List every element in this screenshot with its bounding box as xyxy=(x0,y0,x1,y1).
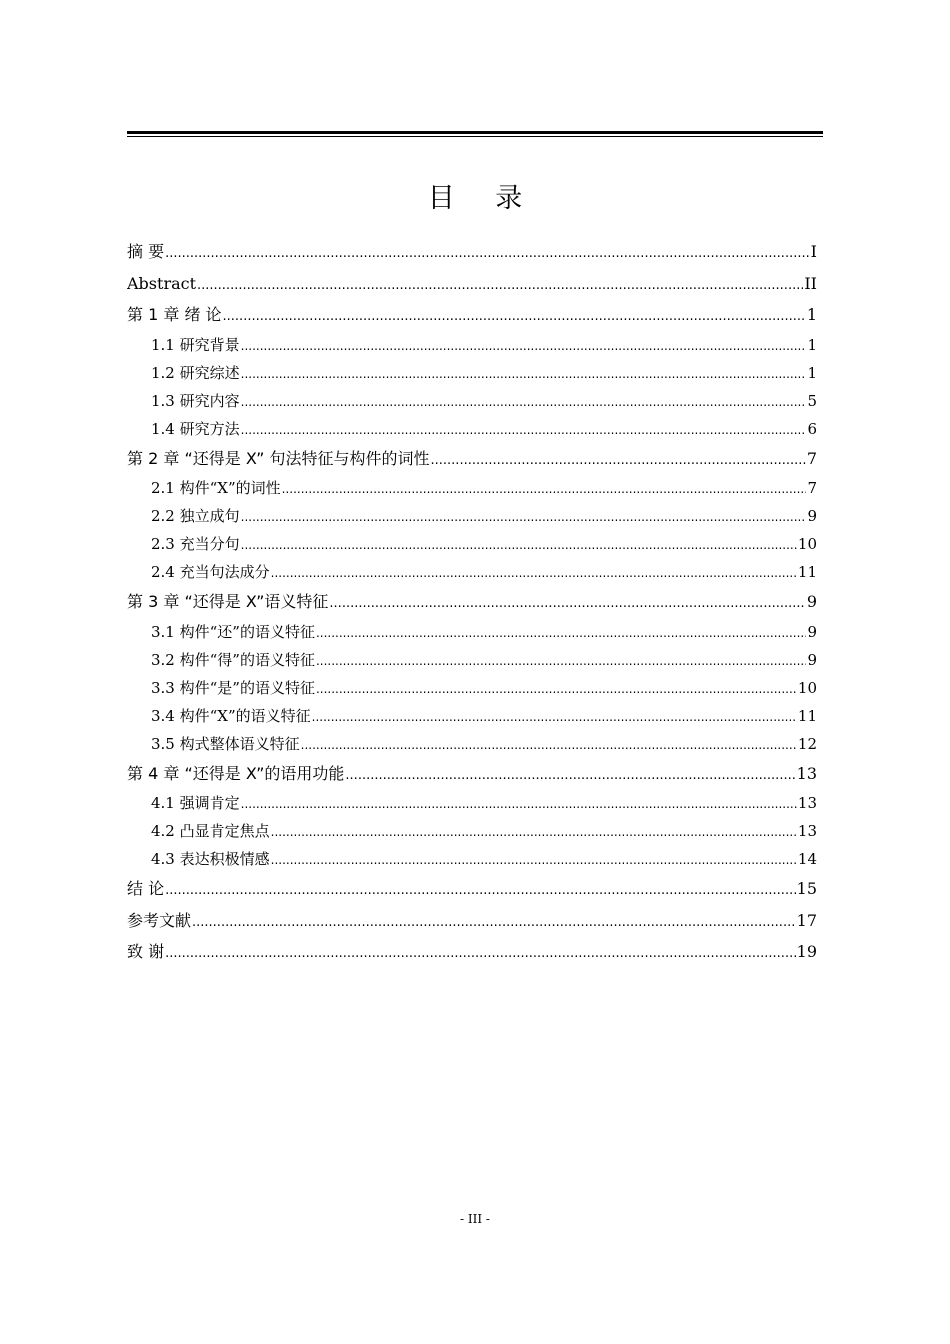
toc-entry-label: 参考文献 xyxy=(127,910,192,930)
toc-entry-label: 结 论 xyxy=(127,879,165,898)
toc-entry-section-3-2[interactable] xyxy=(127,646,817,674)
toc-entry-label: 第 2 章 “还得是 X” 句法特征与构件的词性 xyxy=(127,448,430,468)
header-rule-thin xyxy=(127,136,823,137)
toc-entry-label: 第 1 章 绪 论 xyxy=(127,305,222,324)
toc-entry-section-2-1[interactable] xyxy=(127,474,817,502)
dot-leader xyxy=(431,445,806,475)
toc-entry-label: 4.3 表达积极情感 xyxy=(151,850,270,868)
dot-leader xyxy=(192,907,796,937)
toc-entry-page: 10 xyxy=(797,535,817,553)
toc-title: 目 录 xyxy=(427,183,539,214)
toc-entry-page: 10 xyxy=(797,678,817,697)
dot-leader xyxy=(329,588,805,618)
toc-entry-page: 13 xyxy=(797,822,817,840)
dot-leader xyxy=(197,270,803,300)
toc-entry-label: 2.3 充当分句 xyxy=(151,535,240,553)
toc-entry-page: II xyxy=(804,273,817,293)
toc-entry-section-1-3[interactable] xyxy=(127,387,817,415)
dot-leader xyxy=(271,559,797,586)
dot-leader xyxy=(241,388,807,415)
toc-entry-abstract-en[interactable] xyxy=(127,268,817,300)
dot-leader xyxy=(312,703,797,730)
dot-leader xyxy=(316,675,797,702)
toc-entry-page: 14 xyxy=(797,850,817,868)
toc-entry-page: 19 xyxy=(796,942,817,961)
toc-entry-section-1-4[interactable] xyxy=(127,415,817,443)
toc-entry-page: 9 xyxy=(807,650,817,669)
toc-entry-page: 1 xyxy=(807,335,817,354)
page-number: - III - xyxy=(460,1212,490,1226)
toc-entry-label: 致 谢 xyxy=(127,942,165,961)
dot-leader xyxy=(165,875,796,905)
toc-entry-page: 9 xyxy=(807,622,817,641)
toc-entry-label: Abstract xyxy=(127,273,197,293)
toc-entry-section-4-3[interactable] xyxy=(127,845,817,873)
dot-leader xyxy=(271,846,797,873)
dot-leader xyxy=(316,619,806,646)
toc-entry-page: 7 xyxy=(807,479,817,497)
toc-entry-acknowledgements[interactable] xyxy=(127,936,817,968)
toc-entry-label: 1.2 研究综述 xyxy=(151,363,240,382)
toc-entry-section-3-5[interactable] xyxy=(127,730,817,758)
dot-leader xyxy=(241,790,797,817)
dot-leader xyxy=(316,647,806,674)
toc-entry-page: 17 xyxy=(796,910,817,930)
toc-entry-page: 9 xyxy=(806,592,817,611)
toc-entry-label: 4.1 强调肯定 xyxy=(151,794,240,812)
toc-entry-label: 4.2 凸显肯定焦点 xyxy=(151,822,270,840)
toc-entry-label: 第 4 章 “还得是 X”的语用功能 xyxy=(127,763,345,783)
toc-entry-page: 12 xyxy=(797,734,817,753)
dot-leader xyxy=(241,503,807,530)
toc-entry-page: 7 xyxy=(806,448,817,468)
dot-leader xyxy=(241,531,797,558)
toc-entry-label: 第 3 章 “还得是 X”语义特征 xyxy=(127,592,329,611)
toc-entry-section-3-3[interactable] xyxy=(127,674,817,702)
toc-entry-label: 1.4 研究方法 xyxy=(151,419,240,438)
toc-entry-page: 1 xyxy=(806,305,817,324)
dot-leader xyxy=(165,938,796,968)
dot-leader xyxy=(165,238,810,268)
toc-entry-section-3-4[interactable] xyxy=(127,702,817,730)
toc-entry-conclusion[interactable] xyxy=(127,873,817,905)
toc-entry-label: 2.4 充当句法成分 xyxy=(151,563,270,581)
toc-entry-section-3-1[interactable] xyxy=(127,618,817,646)
toc-entry-page: 13 xyxy=(797,794,817,812)
toc-entry-page: I xyxy=(810,242,817,261)
toc-entry-section-2-2[interactable] xyxy=(127,502,817,530)
dot-leader xyxy=(241,332,807,359)
table-of-contents xyxy=(127,236,817,968)
toc-entry-page: 11 xyxy=(797,563,817,581)
toc-entry-label: 2.1 构件“X”的词性 xyxy=(151,479,281,497)
toc-entry-references[interactable] xyxy=(127,905,817,937)
toc-entry-section-1-1[interactable] xyxy=(127,331,817,359)
toc-entry-section-4-2[interactable] xyxy=(127,817,817,845)
toc-entry-section-2-4[interactable] xyxy=(127,558,817,586)
toc-entry-section-1-2[interactable] xyxy=(127,359,817,387)
header-rule-thick xyxy=(127,131,823,134)
toc-entry-page: 13 xyxy=(796,763,817,783)
toc-entry-page: 6 xyxy=(807,419,817,438)
toc-entry-label: 1.3 研究内容 xyxy=(151,391,240,410)
toc-entry-page: 15 xyxy=(796,879,817,898)
toc-entry-page: 11 xyxy=(797,706,817,725)
toc-entry-label: 3.2 构件“得”的语义特征 xyxy=(151,650,315,669)
dot-leader xyxy=(282,475,807,502)
toc-entry-label: 1.1 研究背景 xyxy=(151,335,240,354)
toc-entry-label: 3.3 构件“是”的语义特征 xyxy=(151,678,315,697)
toc-entry-label: 摘 要 xyxy=(127,242,165,261)
toc-entry-section-2-3[interactable] xyxy=(127,530,817,558)
dot-leader xyxy=(223,301,806,331)
toc-entry-chapter-1[interactable] xyxy=(127,299,817,331)
toc-entry-label: 3.4 构件“X”的语义特征 xyxy=(151,706,311,725)
toc-entry-chapter-4[interactable] xyxy=(127,758,817,790)
toc-entry-page: 5 xyxy=(807,391,817,410)
toc-entry-section-4-1[interactable] xyxy=(127,789,817,817)
toc-entry-label: 2.2 独立成句 xyxy=(151,507,240,525)
toc-entry-abstract-cn[interactable] xyxy=(127,236,817,268)
dot-leader xyxy=(241,416,807,443)
dot-leader xyxy=(271,818,797,845)
toc-entry-chapter-2[interactable] xyxy=(127,443,817,475)
dot-leader xyxy=(345,760,795,790)
toc-entry-label: 3.1 构件“还”的语义特征 xyxy=(151,622,315,641)
dot-leader xyxy=(241,360,807,387)
toc-entry-label: 3.5 构式整体语义特征 xyxy=(151,734,300,753)
toc-entry-page: 9 xyxy=(807,507,817,525)
dot-leader xyxy=(301,731,797,758)
toc-entry-page: 1 xyxy=(807,363,817,382)
toc-entry-chapter-3[interactable] xyxy=(127,586,817,618)
